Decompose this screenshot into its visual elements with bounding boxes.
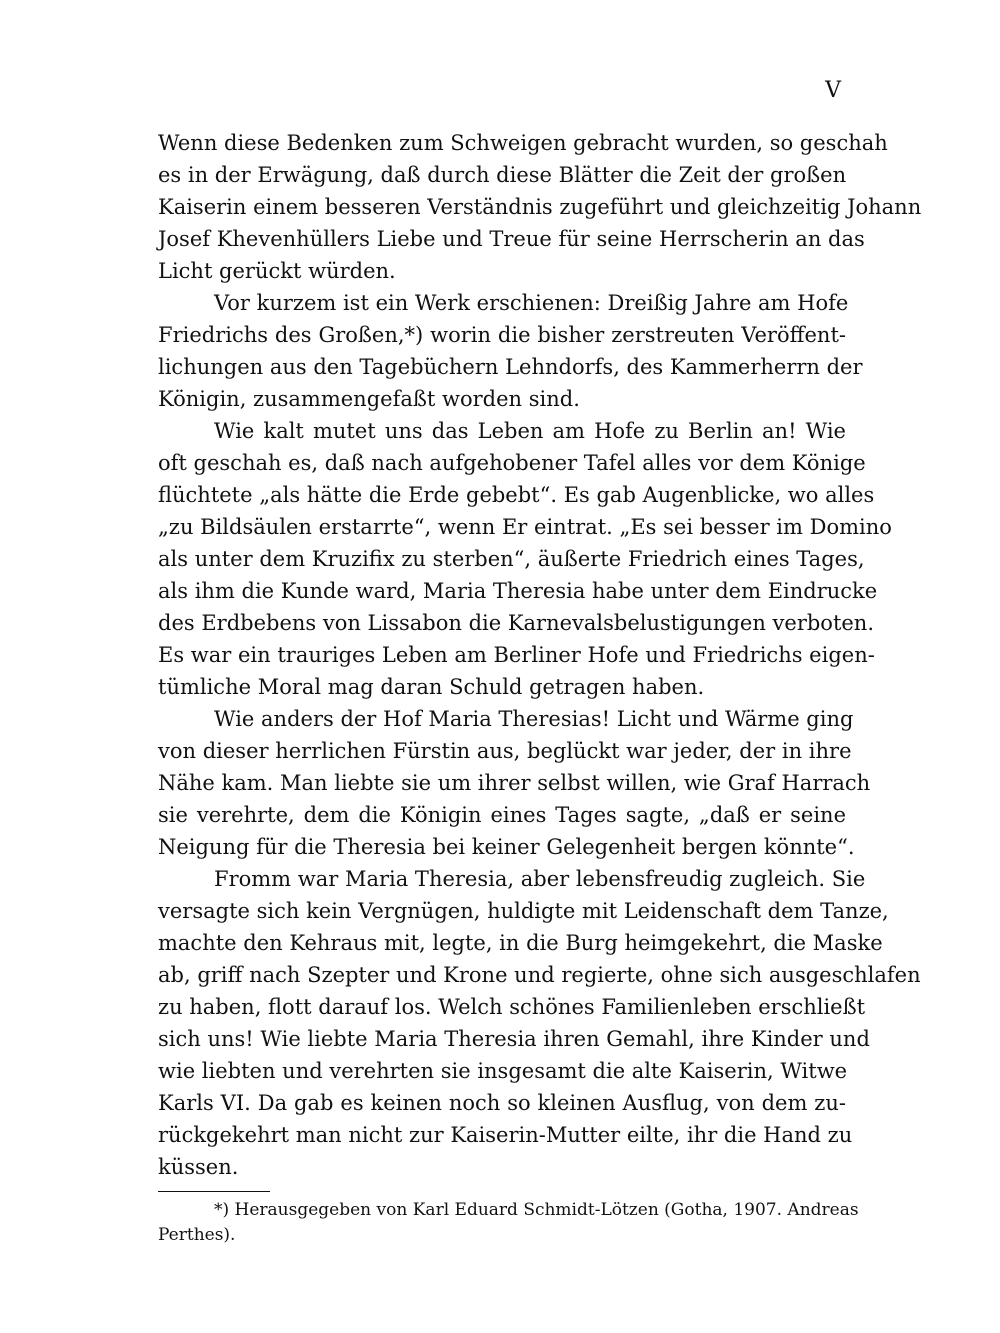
text-line: oft geschah es, daß nach aufgehobener Tafel alles vor dem Könige: [158, 451, 866, 475]
text-line: tümliche Moral mag daran Schuld getragen haben.: [158, 675, 705, 699]
text-line: zu haben, flott darauf los. Welch schönes Familienleben erschließt: [158, 995, 866, 1019]
text-line: als unter dem Kruzifix zu sterben“, äußerte Friedrich eines Tages,: [158, 547, 865, 571]
text-line: lichungen aus den Tagebüchern Lehndorfs, des Kammerherrn der: [158, 355, 863, 379]
text-line: des Erdbebens von Lissabon die Karnevalsbelustigungen verboten.: [158, 611, 875, 635]
text-line: Königin, zusammengefaßt worden sind.: [158, 387, 580, 411]
text-line: als ihm die Kunde ward, Maria Theresia habe unter dem Eindrucke: [158, 579, 878, 603]
text-line: ab, griff nach Szepter und Krone und regierte, ohne sich ausgeschlafen: [158, 963, 921, 987]
text-line: rückgekehrt man nicht zur Kaiserin-Mutter eilte, ihr die Hand zu: [158, 1123, 853, 1147]
text-line: Nähe kam. Man liebte sie um ihrer selbst willen, wie Graf Harrach: [158, 771, 871, 795]
text-line: flüchtete „als hätte die Erde gebebt“. Es gab Augenblicke, wo alles: [158, 483, 875, 507]
text-line: Licht gerückt würden.: [158, 259, 396, 283]
text-line: Karls VI. Da gab es keinen noch so kleinen Ausflug, von dem zu-: [158, 1091, 846, 1115]
footnote-divider: [158, 1191, 270, 1192]
text-line: machte den Kehraus mit, legte, in die Burg heimgekehrt, die Maske: [158, 931, 883, 955]
text-line: Neigung für die Theresia bei keiner Gelegenheit bergen könnte“.: [158, 835, 855, 859]
text-line: Friedrichs des Großen,*) worin die bisher zerstreuten Veröffent-: [158, 323, 846, 347]
page-number: V: [825, 78, 842, 103]
text-line: Fromm war Maria Theresia, aber lebensfreudig zugleich. Sie: [214, 867, 866, 891]
text-line: Josef Khevenhüllers Liebe und Treue für seine Herrscherin an das: [158, 227, 865, 251]
text-line: sie verehrte, dem die Königin eines Tages sagte, „daß er seine: [158, 803, 846, 827]
text-line: versagte sich kein Vergnügen, huldigte mit Leidenschaft dem Tanze,: [158, 899, 889, 923]
text-line: Es war ein trauriges Leben am Berliner Hofe und Friedrichs eigen-: [158, 643, 875, 667]
text-line: es in der Erwägung, daß durch diese Blätter die Zeit der großen: [158, 163, 847, 187]
text-line: Kaiserin einem besseren Verständnis zugeführt und gleichzeitig Johann: [158, 195, 922, 219]
footnote-line: Perthes).: [158, 1225, 236, 1245]
text-line: „zu Bildsäulen erstarrte“, wenn Er eintrat. „Es sei besser im Domino: [158, 515, 892, 539]
text-line: Wenn diese Bedenken zum Schweigen gebracht wurden, so geschah: [158, 131, 888, 155]
body-text: [158, 127, 922, 1183]
text-line: Wie anders der Hof Maria Theresias! Licht und Wärme ging: [214, 707, 854, 731]
text-line: von dieser herrlichen Fürstin aus, beglückt war jeder, der in ihre: [158, 739, 852, 763]
text-line: Wie kalt mutet uns das Leben am Hofe zu Berlin an! Wie: [214, 419, 846, 443]
text-line: küssen.: [158, 1155, 239, 1179]
text-line: wie liebten und verehrten sie insgesamt die alte Kaiserin, Witwe: [158, 1059, 848, 1083]
text-line: sich uns! Wie liebte Maria Theresia ihren Gemahl, ihre Kinder und: [158, 1027, 870, 1051]
footnote-line: *) Herausgegeben von Karl Eduard Schmidt-Lötzen (Gotha, 1907. Andreas: [214, 1200, 859, 1220]
text-line: Vor kurzem ist ein Werk erschienen: Dreißig Jahre am Hofe: [214, 291, 849, 315]
footnote: [158, 1198, 859, 1248]
